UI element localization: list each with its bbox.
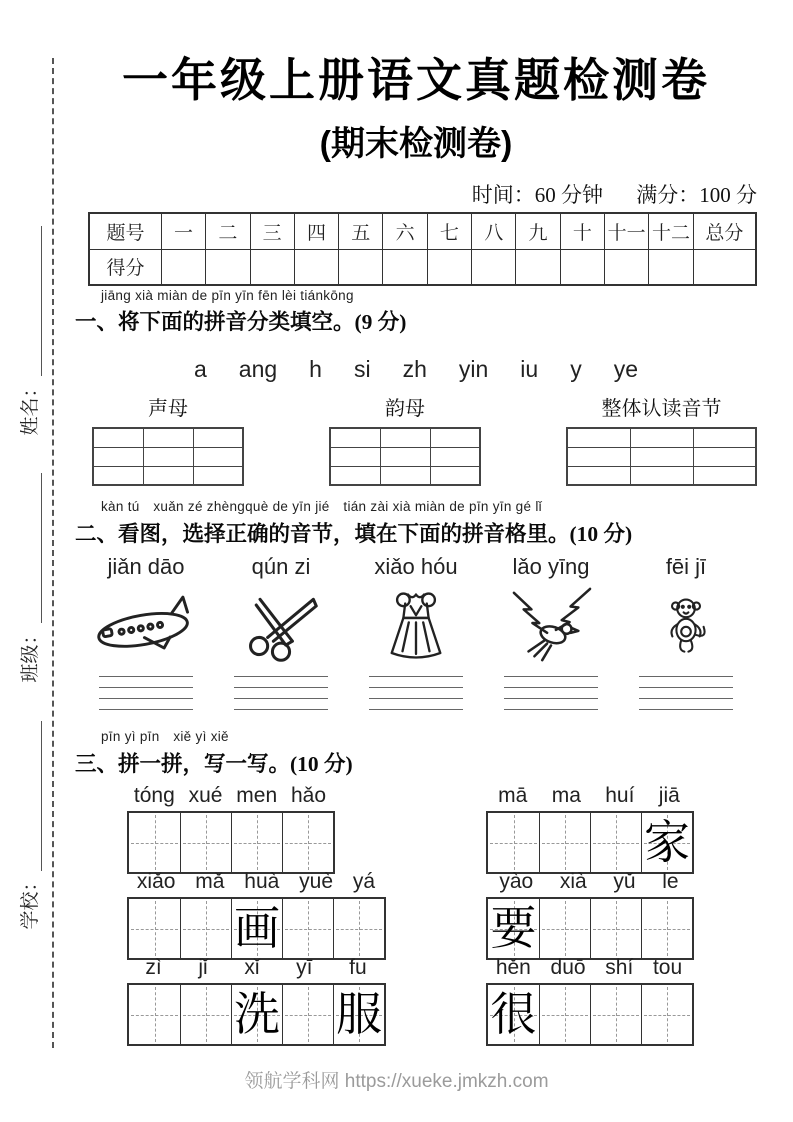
- character-cell: [641, 985, 692, 1044]
- score-table-header-row: [89, 213, 756, 249]
- school-blank-line: [20, 721, 42, 871]
- score-header-cell: 十二: [649, 213, 693, 249]
- character-cell: [129, 899, 180, 958]
- word-option: jiǎn dāo: [107, 554, 185, 579]
- finals-label: 韵母: [385, 398, 425, 420]
- full-score: 满分：100 分: [636, 183, 757, 207]
- answer-cell: [143, 466, 193, 485]
- score-header-cell: 九: [516, 213, 560, 249]
- writing-group: [127, 956, 386, 1046]
- pinyin-syllable: huà: [244, 870, 280, 893]
- class-blank-line: [20, 474, 42, 624]
- picture-column: [488, 554, 614, 710]
- pinyin-item: yin: [458, 356, 489, 382]
- character-grid: [486, 811, 694, 874]
- question1-header: [75, 288, 765, 336]
- pinyin-syllable: xǐ: [244, 956, 260, 979]
- pinyin-writing-lines: [504, 676, 598, 710]
- pinyin-syllable: tóng: [133, 784, 175, 807]
- score-header-cell: 十: [560, 213, 604, 249]
- score-cell: [383, 249, 427, 285]
- score-cell: [206, 249, 250, 285]
- score-header-cell: 十一: [605, 213, 649, 249]
- pinyin-syllable: le: [662, 870, 679, 893]
- score-header-cell: 六: [383, 213, 427, 249]
- character-cell: [282, 813, 333, 872]
- answer-cell: [630, 466, 693, 485]
- name-field-label: 姓名：: [19, 378, 41, 436]
- pinyin-syllable: yǔ: [613, 870, 636, 893]
- initials-answer-table: [92, 427, 244, 486]
- character-grid: [486, 897, 694, 960]
- score-table: [88, 212, 757, 286]
- score-header-cell: 七: [427, 213, 471, 249]
- pinyin-item: zh: [402, 356, 427, 382]
- picture-column: [83, 554, 209, 710]
- picture-column: [218, 554, 344, 710]
- character-cell: [231, 899, 282, 958]
- pinyin-syllable: xiǎo: [136, 870, 176, 893]
- initials-label: 声母: [148, 398, 188, 420]
- pinyin-syllable: yào: [499, 870, 534, 893]
- pinyin-syllable: mǎ: [195, 870, 225, 893]
- writing-group: [486, 870, 694, 960]
- pinyin-writing-lines: [369, 676, 463, 710]
- pinyin-item: iu: [520, 356, 539, 382]
- score-table-score-row: [89, 249, 756, 285]
- grid-character: 要: [490, 902, 537, 954]
- character-cell: [488, 899, 539, 958]
- grid-character: 家: [644, 816, 690, 868]
- character-grid: [486, 983, 694, 1046]
- score-cell: [427, 249, 471, 285]
- question3-header: [75, 725, 765, 778]
- airplane-image: [82, 584, 210, 668]
- classification-tables-row: [92, 392, 757, 486]
- score-header-cell: 三: [250, 213, 294, 249]
- character-cell: [488, 813, 539, 872]
- footer-site-url[interactable]: https://xueke.jmkzh.com: [344, 1071, 549, 1092]
- answer-cell: [567, 428, 630, 447]
- class-field-label: 班级：: [19, 625, 41, 683]
- score-cell: [161, 249, 205, 285]
- pinyin-syllable: shí: [605, 956, 634, 979]
- answer-cell: [430, 466, 480, 485]
- pinyin-syllable: duō: [550, 956, 586, 979]
- character-cell: [180, 899, 231, 958]
- question2-header: [75, 495, 765, 548]
- pinyin-syllable: xué: [188, 784, 223, 807]
- pinyin-syllable: men: [236, 784, 278, 807]
- pinyin-syllable: ma: [551, 784, 581, 807]
- time-score-line: [75, 179, 757, 209]
- score-header-cell: 五: [339, 213, 383, 249]
- answer-cell: [380, 428, 430, 447]
- writing-row: [75, 784, 765, 874]
- grid-character: 服: [336, 988, 382, 1040]
- pinyin-item: si: [353, 356, 371, 382]
- score-row-label: 得分: [89, 249, 161, 285]
- question1-pinyin-annotation: jiāng xià miàn de pīn yīn fēn lèi tiánkōng: [101, 288, 354, 303]
- fold-dashed-line: [52, 58, 54, 1048]
- character-grid: [127, 811, 335, 874]
- pinyin-writing-lines: [234, 676, 328, 710]
- score-cell: [649, 249, 693, 285]
- character-cell: [231, 985, 282, 1044]
- question2-pinyin-annotation: kàn tú xuǎn zé zhèngquè de yīn jié tián zài xià miàn de pīn yīn gé lǐ: [101, 499, 542, 514]
- character-cell: [641, 899, 692, 958]
- paper-subtitle: (期末检测卷): [319, 125, 513, 163]
- pinyin-caption: [486, 956, 692, 982]
- answer-cell: [330, 447, 380, 466]
- answer-cell: [143, 447, 193, 466]
- paper-title: 一年级上册语文真题检测卷: [122, 54, 710, 106]
- answer-cell: [630, 428, 693, 447]
- question1-title: 一、将下面的拼音分类填空。(9 分): [75, 310, 407, 334]
- whole-syllables-group: [566, 392, 757, 486]
- character-cell: [590, 899, 641, 958]
- score-cell: [605, 249, 649, 285]
- character-cell: [590, 813, 641, 872]
- score-cell: [294, 249, 338, 285]
- pinyin-caption: [127, 870, 385, 896]
- student-info-margin: [6, 138, 50, 1018]
- score-header-cell: 八: [472, 213, 516, 249]
- footer-watermark: [0, 1066, 793, 1093]
- picture-matching-row: [83, 554, 749, 710]
- finals-answer-table: [329, 427, 481, 486]
- character-grid: [127, 983, 386, 1046]
- word-option: qún zi: [251, 554, 311, 579]
- word-option: lǎo yīng: [512, 554, 590, 579]
- answer-cell: [567, 447, 630, 466]
- character-cell: [333, 985, 384, 1044]
- character-cell: [333, 899, 384, 958]
- pinyin-syllable: yuè: [299, 870, 334, 893]
- pinyin-syllable: zì: [145, 956, 162, 979]
- score-header-cell: 二: [206, 213, 250, 249]
- pinyin-item: ye: [613, 356, 638, 382]
- character-cell: [129, 813, 180, 872]
- character-cell: [180, 813, 231, 872]
- writing-group: [127, 784, 335, 874]
- pinyin-caption: [127, 784, 333, 810]
- pinyin-syllable: jiā: [658, 784, 680, 807]
- pinyin-writing-lines: [639, 676, 733, 710]
- writing-group: [486, 784, 694, 874]
- writing-group: [127, 870, 386, 960]
- eagle-image: [499, 584, 603, 668]
- character-cell: [641, 813, 692, 872]
- pinyin-caption: [127, 956, 385, 982]
- answer-cell: [693, 466, 756, 485]
- finals-group: [329, 392, 481, 486]
- dress-image: [371, 584, 461, 668]
- pinyin-writing-lines: [99, 676, 193, 710]
- name-blank-line: [20, 226, 42, 376]
- pinyin-item: a: [194, 356, 207, 382]
- pinyin-syllable: huí: [605, 784, 635, 807]
- grid-character: 画: [234, 902, 280, 954]
- character-cell: [282, 899, 333, 958]
- word-option: fēi jī: [665, 554, 707, 579]
- score-cell: [560, 249, 604, 285]
- pinyin-item: ang: [238, 356, 278, 382]
- score-cell: [250, 249, 294, 285]
- question2-title: 二、看图，选择正确的音节，填在下面的拼音格里。(10 分): [75, 522, 633, 546]
- answer-cell: [93, 428, 143, 447]
- picture-column: [623, 554, 749, 710]
- whole-syllables-answer-table: [566, 427, 757, 486]
- initials-group: [92, 392, 244, 486]
- pinyin-syllable: mā: [498, 784, 528, 807]
- character-cell: [539, 813, 590, 872]
- pinyin-syllable: fu: [349, 956, 367, 979]
- writing-row: [75, 870, 765, 960]
- answer-cell: [330, 466, 380, 485]
- character-cell: [282, 985, 333, 1044]
- score-cell: [339, 249, 383, 285]
- pinyin-syllable: jǐ: [198, 956, 208, 979]
- character-cell: [180, 985, 231, 1044]
- answer-cell: [430, 428, 480, 447]
- whole-syllables-label: 整体认读音节: [601, 398, 722, 420]
- answer-cell: [193, 447, 243, 466]
- answer-cell: [380, 447, 430, 466]
- pinyin-items-row: [75, 356, 757, 383]
- pinyin-item: y: [570, 356, 582, 382]
- pinyin-syllable: tou: [652, 956, 683, 979]
- pinyin-syllable: yá: [352, 870, 376, 893]
- answer-cell: [693, 428, 756, 447]
- answer-cell: [330, 428, 380, 447]
- character-grid: [127, 897, 386, 960]
- character-cell: [539, 899, 590, 958]
- picture-column: [353, 554, 479, 710]
- answer-cell: [567, 466, 630, 485]
- grid-character: 很: [490, 988, 537, 1040]
- answer-cell: [630, 447, 693, 466]
- answer-cell: [143, 428, 193, 447]
- pinyin-syllable: yī: [296, 956, 313, 979]
- time-limit: 时间：60 分钟: [471, 183, 603, 207]
- answer-cell: [93, 447, 143, 466]
- score-cell: [516, 249, 560, 285]
- writing-row: [75, 956, 765, 1046]
- school-field-label: 学校：: [19, 872, 41, 930]
- answer-cell: [380, 466, 430, 485]
- character-cell: [231, 813, 282, 872]
- score-header-cell: 一: [161, 213, 205, 249]
- scissors-image: [233, 584, 329, 668]
- pinyin-syllable: hěn: [495, 956, 531, 979]
- grid-character: 洗: [234, 988, 280, 1040]
- character-cell: [539, 985, 590, 1044]
- answer-cell: [430, 447, 480, 466]
- answer-cell: [93, 466, 143, 485]
- word-option: xiǎo hóu: [374, 554, 458, 579]
- score-cell: [472, 249, 516, 285]
- question3-pinyin-annotation: pīn yì pīn xiě yì xiě: [101, 729, 229, 744]
- writing-group: [486, 956, 694, 1046]
- question3-title: 三、拼一拼，写一写。(10 分): [75, 752, 353, 776]
- score-header-cell: 题号: [89, 213, 161, 249]
- pinyin-syllable: hǎo: [290, 784, 327, 807]
- score-header-cell: 四: [294, 213, 338, 249]
- character-cell: [129, 985, 180, 1044]
- answer-cell: [193, 428, 243, 447]
- pinyin-caption: [486, 870, 692, 896]
- score-header-cell: 总分: [693, 213, 756, 249]
- score-cell: [693, 249, 756, 285]
- pinyin-caption: [486, 784, 692, 810]
- character-cell: [590, 985, 641, 1044]
- footer-site-name: 领航学科网: [244, 1071, 340, 1092]
- character-cell: [488, 985, 539, 1044]
- pinyin-syllable: xià: [559, 870, 587, 893]
- answer-cell: [693, 447, 756, 466]
- monkey-image: [646, 584, 726, 668]
- answer-cell: [193, 466, 243, 485]
- pinyin-item: h: [309, 356, 322, 382]
